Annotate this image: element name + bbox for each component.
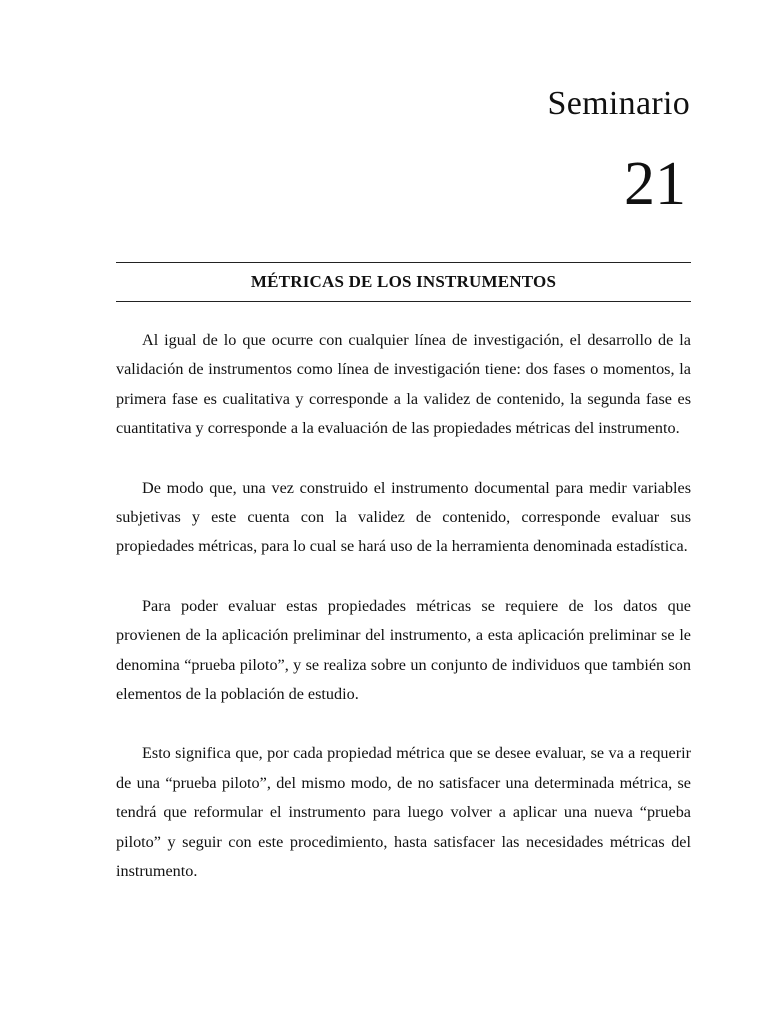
chapter-label: Seminario <box>547 85 690 122</box>
paragraph: Para poder evaluar estas propiedades métricas se requiere de los datos que provienen de la aplicación preliminar del instrumento, a esta aplicación preliminar se le denomina “prueba piloto”, y se realiza sobre un conjunto de individuos que también son elementos de la población de estudio. <box>116 596 691 704</box>
paragraph: Esto significa que, por cada propiedad métrica que se desee evaluar, se va a requerir de una “prueba piloto”, del mismo modo, de no satisfacer una determinada métrica, se tendrá que reformular el instrumento para luego volver a aplicar una nueva “prueba piloto” y seguir con este procedimiento, hasta satisfacer las necesidades métricas del instrumento. <box>116 744 691 881</box>
body-text <box>116 326 691 917</box>
chapter-number: 21 <box>624 150 686 218</box>
paragraph: Al igual de lo que ocurre con cualquier línea de investigación, el desarrollo de la validación de instrumentos como línea de investigación tiene: dos fases o momentos, la primera fase es cualitativa y corresponde a la validez de contenido, la segunda fase es cuantitativa y corresponde a la evaluación de las propiedades métricas del instrumento. <box>116 331 691 438</box>
section-rule-bottom <box>116 301 691 302</box>
section-rule-top <box>116 262 691 263</box>
section-title: MÉTRICAS DE LOS INSTRUMENTOS <box>250 272 557 291</box>
paragraph: De modo que, una vez construido el instrumento documental para medir variables subjetivas y este cuenta con la validez de contenido, corresponde evaluar sus propiedades métricas, para lo cual se hará uso de la herramienta denominada estadística. <box>116 478 691 556</box>
